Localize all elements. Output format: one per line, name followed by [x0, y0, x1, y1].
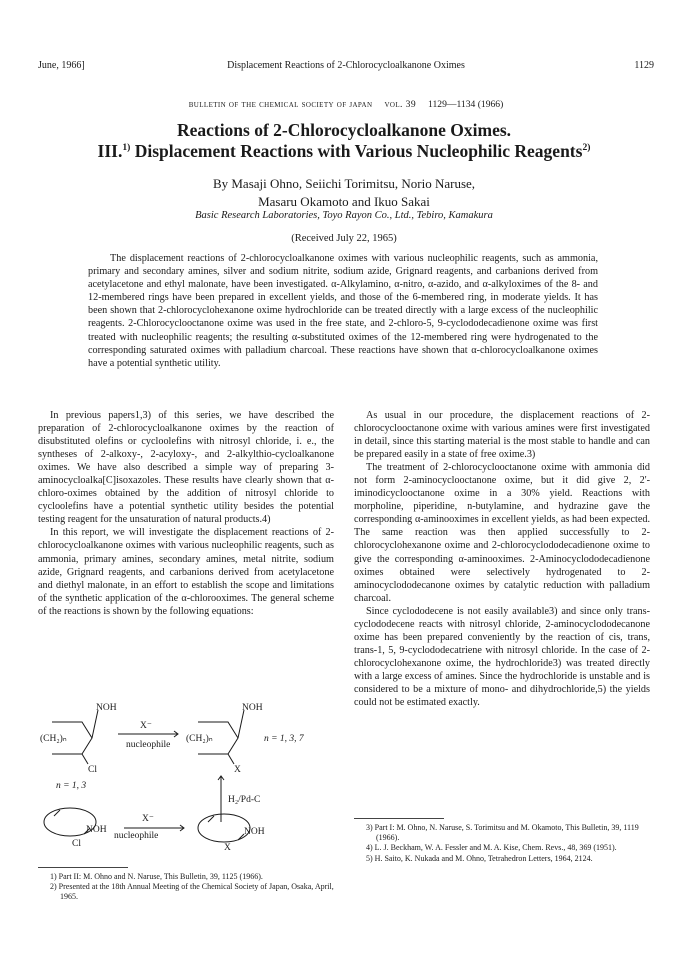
- article-title: [40, 120, 648, 162]
- title-line-2: [40, 141, 648, 162]
- left-column: [38, 409, 334, 618]
- footnote-rule: [354, 818, 444, 819]
- reaction-scheme-drawing: [38, 700, 338, 850]
- catalyst-label: H₂/Pd-C: [228, 795, 261, 805]
- footnote: 2) Presented at the 18th Annual Meeting of the Chemical Society of Japan, Osaka, April, 1965.: [50, 882, 334, 902]
- paragraph: Since cyclododecene is not easily available3) and since only trans-cyclododecene reacts with nitrosyl chloride, 2-aminocyclododecanone oxime has been prepared conveniently by the reaction of cis, trans, trans-1, 5, 9-cyclododecatriene with nitrosyl chloride. In the case of 2-chlorocyclohexanone oxime, the hydrochloride3) was treated directly with a large excess of amines. Since the hydrochloride is unstable and is considered to be a mixture of mono- and dihydrochloride,5) the yields could not be estimated exactly.: [354, 605, 650, 709]
- n-range-label: n = 1, 3: [56, 781, 87, 791]
- chloro-label: Cl: [72, 839, 81, 849]
- footnote: 1) Part II: M. Ohno and N. Naruse, This Bulletin, 39, 1125 (1966).: [50, 872, 263, 881]
- reagent-label: X⁻: [140, 721, 152, 731]
- running-head-title: Displacement Reactions of 2-Chlorocycloalkanone Oximes: [227, 60, 465, 71]
- footnote: 4) L. J. Beckham, W. A. Fessler and M. A. Kise, Chem. Revs., 48, 369 (1951).: [366, 843, 617, 853]
- substituent-label: X: [234, 765, 241, 775]
- paragraph: In previous papers1,3) of this series, we have described the preparation of 2-chlorocycloalkanone oximes by the reaction of disubstituted olefins or cycloolefins with nitrosyl chloride, i. e., the syntheses of 2-alkoxy-, 2-acyloxy-, and 2-alkylthio-cycloalkanone oximes. We have also described a simple way of preparing 3-aminocycloalka[C]isoxazoles. These results have clearly shown that α-chloro-oximes obtained by the addition of nitrosyl chloride to cycloolefins have a potential synthetic utility besides the potential testing reagent for the unsaturation of natural products.4): [38, 410, 334, 526]
- right-column: [354, 409, 650, 709]
- nucleophile-label: nucleophile: [114, 831, 159, 841]
- journal-pages: 1129—1134 (1966): [428, 99, 504, 110]
- authors-line-1: By Masaji Ohno, Seiichi Torimitsu, Norio Naruse,: [212, 176, 476, 191]
- oxime-label: NOH: [96, 703, 117, 713]
- authors-line-2: Masaru Okamoto and Ikuo Sakai: [258, 194, 430, 209]
- oxime-label: NOH: [86, 825, 107, 835]
- journal-name: bulletin of the chemical society of japan: [188, 99, 373, 110]
- oxime-bond: [238, 710, 244, 738]
- footnotes-left: [38, 872, 334, 903]
- author-list: [40, 175, 648, 211]
- abstract: The displacement reactions of 2-chlorocycloalkanone oximes with various nucleophilic reagents, such as ammonia, primary and secondary amines, silver and sodium nitrite, sodium azide, Grignard reagents, and carbanions derived from acetylacetone and ethyl malonate, have been investigated. α-Alkylamino, α-nitro, α-azido, and α-alkyloximes of the 8- and 12-membered rings have been prepared in excellent yields, and those of the 6-membered ring, in moderate yields. It has been shown that 2-chlorocyclohexanone oxime hydrochloride can be treated directly with a large excess of the nucleophilic reagents. 2-Chlorocyclooctanone oxime was used in the free state, and 2-chloro-5, 9-cyclododecadienone oxime was first treated with nucleophilic reagents; the resulting α-substituted oximes of the 12-membered ring were hydrogenated to the corresponding saturated oximes with palladium charcoal. These reactions have shown that α-chlorocycloalkanone oximes have a potential synthetic utility.: [88, 253, 598, 369]
- oxime-label: NOH: [244, 827, 265, 837]
- chloro-bond: [82, 754, 88, 764]
- footnote-rule: [38, 867, 128, 868]
- nucleophile-label: nucleophile: [126, 740, 171, 750]
- cyclododecadiene-ring: [198, 814, 250, 842]
- oxime-bond: [92, 710, 98, 738]
- paragraph: In this report, we will investigate the displacement reactions of 2-chlorocycloalkanone oximes with various nucleophilic reagents, such as ammonia, primary amines, secondary amines, metal nitrite, sodium azide, Grignard reagents, and carbanions derived from acetylacetone and diethyl malonate, in an effort to establish the scope and limitations of the synthetic application of the α-chlorooximes. The general scheme of the reactions is shown by the following equations:: [38, 527, 334, 617]
- n-range-label: n = 1, 3, 7: [264, 734, 304, 744]
- title-line-1: Reactions of 2-Chlorocycloalkanone Oximes.: [176, 120, 512, 140]
- page-number: 1129: [634, 60, 654, 71]
- ring-size-label: (CH₂)ₙ: [40, 734, 67, 744]
- reagent-label: X⁻: [142, 814, 154, 824]
- footnote: 5) H. Saito, K. Nukada and M. Ohno, Tetrahedron Letters, 1964, 2124.: [366, 853, 593, 863]
- journal-citation: [38, 99, 654, 110]
- journal-volume: vol. 39: [384, 99, 417, 110]
- footnote: 3) Part I: M. Ohno, N. Naruse, S. Torimitsu and M. Okamoto, This Bulletin, 39, 1119 (1966).: [366, 823, 639, 843]
- running-head: [38, 60, 654, 74]
- paragraph: The treatment of 2-chlorocyclooctanone oxime with ammonia did not form 2-aminocyclooctanone oxime, but it did give 2, 2'-iminodicyclooctanone oxime in a 30% yield. Reactions with morpholine, piperidine, n-butylamine, and hydrazine gave the corresponding α-aminooximes in excellent yields, as had been expected. The same reaction was then applied successfully to 2-chlorocyclohexanone oxime and 2-chlorocyclododecadienone oxime to give the corresponding α-aminooximes. 2-Aminocyclododecadienone oximes obtained were selectively hydrogenated to 2-aminocyclododecanone oximes by catalytic reduction with palladium charcoal.: [354, 462, 650, 604]
- title-part-number: III.: [97, 141, 123, 161]
- affiliation: Basic Research Laboratories, Toyo Rayon Co., Ltd., Tebiro, Kamakura: [195, 210, 493, 221]
- ring-size-label: (CH₂)ₙ: [186, 734, 213, 744]
- footnotes-right: [354, 823, 650, 864]
- title-footnote-2: 2): [582, 142, 591, 154]
- running-head-date: June, 1966]: [38, 60, 85, 71]
- received-date: (Received July 22, 1965): [291, 233, 397, 244]
- title-footnote-1: 1): [122, 142, 131, 154]
- substituent-label: X: [224, 843, 231, 850]
- chloro-label: Cl: [88, 765, 97, 775]
- substituent-bond: [228, 754, 234, 764]
- paragraph: As usual in our procedure, the displacement reactions of 2-chlorocyclooctanone oxime with various amines were first investigated in detail, since this starting material is the most stable to handle and can be prepared easily in a state of free oxime.3): [354, 410, 650, 461]
- title-subtitle: Displacement Reactions with Various Nucleophilic Reagents: [130, 141, 583, 161]
- reaction-scheme: [38, 700, 338, 850]
- oxime-label: NOH: [242, 703, 263, 713]
